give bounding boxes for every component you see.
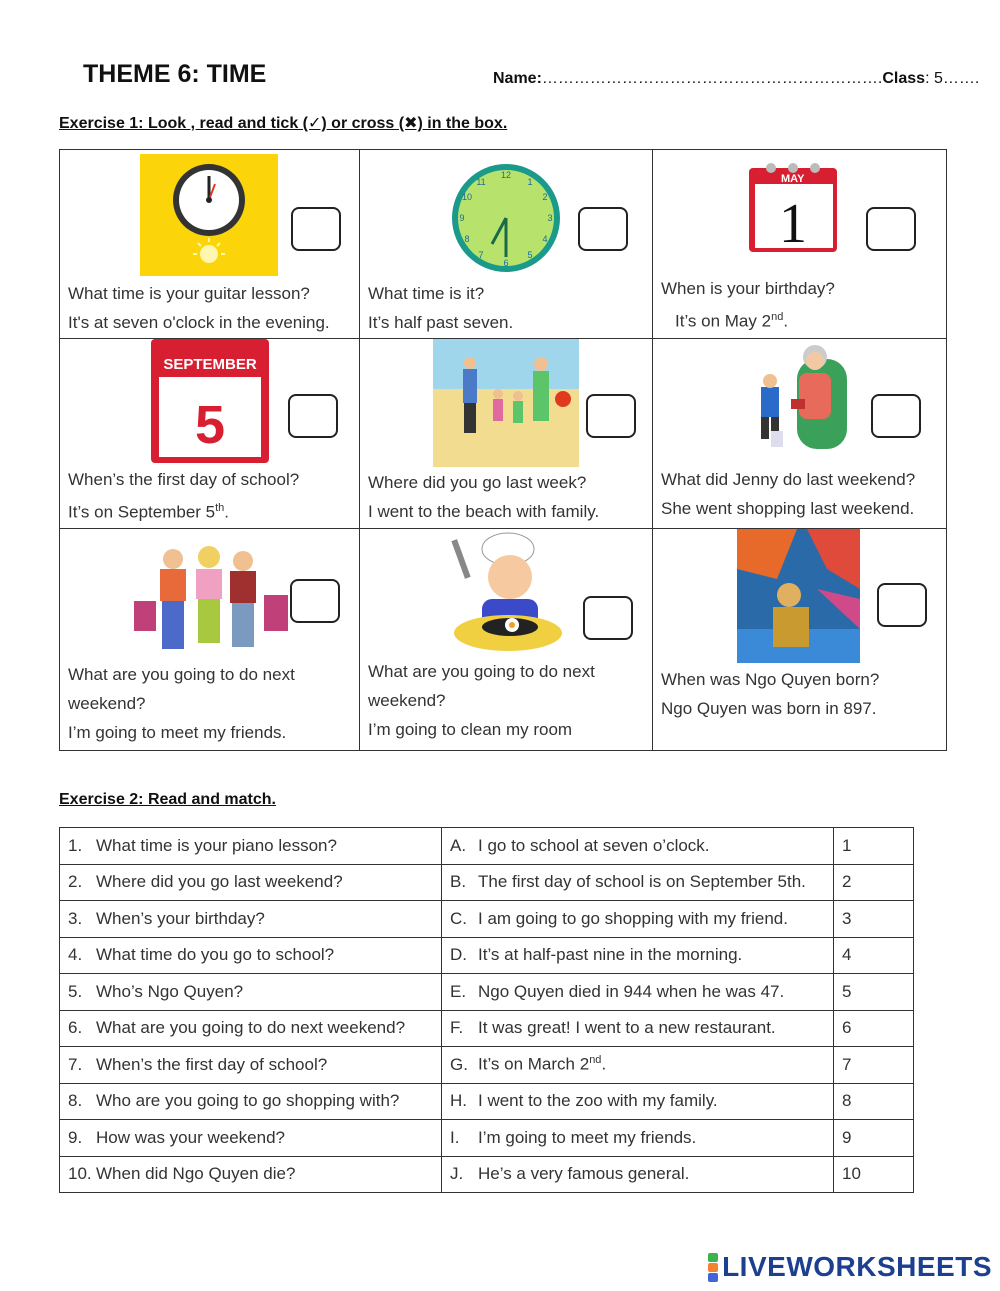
svg-text:3: 3 <box>547 213 553 223</box>
question-number: 8. <box>68 1091 83 1111</box>
match-number: 6 <box>842 1018 852 1038</box>
question-cell <box>60 1047 442 1084</box>
svg-text:9: 9 <box>459 213 465 223</box>
tick-box-2[interactable] <box>578 207 628 251</box>
answer-text: I’m going to meet my friends. <box>478 1127 697 1147</box>
question: When is your birthday? <box>661 279 835 298</box>
question-line1: What are you going to do next <box>68 665 295 684</box>
tick-box-3[interactable] <box>866 207 916 251</box>
exercise1-cell-1 <box>60 150 360 339</box>
match-number: 3 <box>842 908 852 928</box>
exercise1-cell-4 <box>60 339 360 529</box>
match-row <box>60 937 914 974</box>
answer <box>68 494 299 527</box>
answer-cell <box>442 1010 834 1047</box>
match-input-cell[interactable] <box>834 1156 914 1193</box>
tick-box-6[interactable] <box>871 394 921 438</box>
tick-box-4[interactable] <box>288 394 338 438</box>
answer-letter: G. <box>450 1055 468 1075</box>
question-cell <box>60 1083 442 1120</box>
svg-text:7: 7 <box>478 250 484 260</box>
cell-text <box>661 665 879 723</box>
match-number: 5 <box>842 981 852 1001</box>
answer-tail: . <box>224 502 230 522</box>
question-text: Who are you going to go shopping with? <box>96 1091 400 1111</box>
calendar-day: 5 <box>194 395 226 455</box>
match-row <box>60 828 914 865</box>
match-row <box>60 1010 914 1047</box>
question-number: 7. <box>68 1054 83 1074</box>
superscript: nd <box>589 1054 602 1067</box>
question-text: When’s the first day of school? <box>96 1054 328 1074</box>
calendar-may-icon <box>741 160 845 258</box>
match-input-cell[interactable] <box>834 1010 914 1047</box>
superscript: th <box>215 502 225 514</box>
svg-text:1: 1 <box>527 177 533 187</box>
question-text: Who’s Ngo Quyen? <box>96 981 244 1001</box>
cell-text <box>368 279 513 337</box>
question-cell <box>60 864 442 901</box>
question-text: What time do you go to school? <box>96 945 335 965</box>
girl-cooking-image <box>448 529 564 657</box>
name-field[interactable]: ………………………………………………………. <box>541 70 883 87</box>
question-text: What are you going to do next weekend? <box>96 1018 406 1038</box>
match-row <box>60 901 914 938</box>
exercise1-cell-6 <box>653 339 947 529</box>
name-label: Name: <box>493 70 542 87</box>
question-text: When’s your birthday? <box>96 908 265 928</box>
match-input-cell[interactable] <box>834 901 914 938</box>
question-line2: weekend? <box>368 691 446 710</box>
question: Where did you go last week? <box>368 473 587 492</box>
question: When was Ngo Quyen born? <box>661 670 880 689</box>
answer-text: I go to school at seven o’clock. <box>478 835 710 855</box>
question-text: What time is your piano lesson? <box>96 835 337 855</box>
calendar-month: MAY <box>781 173 805 185</box>
exercise1-cell-2 <box>360 150 653 339</box>
match-row <box>60 864 914 901</box>
match-number: 10 <box>842 1164 861 1184</box>
tick-box-5[interactable] <box>586 394 636 438</box>
answer: She went shopping last weekend. <box>661 499 915 518</box>
answer-letter: I. <box>450 1127 460 1147</box>
answer-letter: F. <box>450 1018 464 1038</box>
answer-cell <box>442 1047 834 1084</box>
question: What did Jenny do last weekend? <box>661 470 916 489</box>
answer-text: It’s on May 2 <box>675 311 772 331</box>
answer-cell <box>442 828 834 865</box>
question: When’s the first day of school? <box>68 470 300 489</box>
tick-box-7[interactable] <box>290 579 340 623</box>
svg-text:12: 12 <box>500 170 512 180</box>
answer: I went to the beach with family. <box>368 502 600 521</box>
svg-text:5: 5 <box>527 250 533 260</box>
match-input-cell[interactable] <box>834 937 914 974</box>
svg-text:10: 10 <box>461 192 473 202</box>
cell-text <box>68 279 330 337</box>
answer-text: I am going to go shopping with my friend. <box>478 908 788 928</box>
question-number: 4. <box>68 945 83 965</box>
match-row <box>60 1047 914 1084</box>
question-text: When did Ngo Quyen die? <box>96 1164 296 1184</box>
answer-letter: H. <box>450 1091 467 1111</box>
match-input-cell[interactable] <box>834 828 914 865</box>
question-line2: weekend? <box>68 694 146 713</box>
question-number: 10. <box>68 1164 92 1184</box>
answer-letter: D. <box>450 945 467 965</box>
question-number: 3. <box>68 908 83 928</box>
class-label: Class <box>882 70 926 87</box>
question-line1: What are you going to do next <box>368 662 595 681</box>
calendar-day: 1 <box>779 193 807 255</box>
match-number: 1 <box>842 835 852 855</box>
class-field[interactable]: : 5……. <box>925 70 980 87</box>
answer: It's at seven o'clock in the evening. <box>68 313 330 332</box>
question-cell <box>60 1010 442 1047</box>
question-cell <box>60 937 442 974</box>
match-input-cell[interactable] <box>834 864 914 901</box>
ngo-quyen-battle-image <box>737 529 860 663</box>
answer-text: It’s on September 5 <box>68 502 216 522</box>
answer-cell <box>442 864 834 901</box>
beach-family-image <box>433 339 579 467</box>
name-class-line <box>493 70 979 88</box>
exercise2-match-table <box>59 827 914 1193</box>
question-cell <box>60 1156 442 1193</box>
question-cell <box>60 901 442 938</box>
question-text: How was your weekend? <box>96 1127 285 1147</box>
exercise1-title: Exercise 1: Look , read and tick (✓) or cross (✖) in the box. <box>59 115 508 132</box>
answer: I’m going to clean my room <box>368 720 573 739</box>
cell-text <box>68 465 299 527</box>
exercise2-title: Exercise 2: Read and match. <box>59 791 276 808</box>
answer-text: I went to the zoo with my family. <box>478 1091 718 1111</box>
match-row <box>60 1083 914 1120</box>
answer-cell <box>442 937 834 974</box>
answer: I’m going to meet my friends. <box>68 723 287 742</box>
match-input-cell[interactable] <box>834 1083 914 1120</box>
answer-text: The first day of school is on September 5th. <box>478 872 806 892</box>
svg-text:6: 6 <box>503 258 509 268</box>
answer-cell <box>442 1156 834 1193</box>
question-number: 1. <box>68 835 83 855</box>
match-row <box>60 974 914 1011</box>
question-cell <box>60 1120 442 1157</box>
match-number: 9 <box>842 1127 852 1147</box>
exercise1-cell-9 <box>653 529 947 751</box>
svg-text:11: 11 <box>476 177 486 187</box>
answer-letter: E. <box>450 981 467 1001</box>
match-input-cell[interactable] <box>834 1120 914 1157</box>
match-row <box>60 1120 914 1157</box>
answer: It’s half past seven. <box>368 313 514 332</box>
cell-text <box>368 468 599 526</box>
clock-sun-icon <box>140 154 278 276</box>
question: What time is your guitar lesson? <box>68 284 310 303</box>
question-number: 5. <box>68 981 83 1001</box>
answer-letter: B. <box>450 872 467 892</box>
cell-text <box>661 274 835 336</box>
question-cell <box>60 974 442 1011</box>
svg-text:2: 2 <box>542 192 548 202</box>
exercise1-cell-8 <box>360 529 653 751</box>
friends-image <box>130 529 290 659</box>
exercise1-cell-3 <box>653 150 947 339</box>
logo-text: LIVEWORKSHEETS <box>722 1251 992 1282</box>
answer-letter: A. <box>450 835 467 855</box>
page-title: THEME 6: TIME <box>83 60 267 88</box>
question-number: 9. <box>68 1127 83 1147</box>
exercise1-cell-7 <box>60 529 360 751</box>
cell-text <box>368 657 595 744</box>
match-number: 4 <box>842 945 852 965</box>
answer-text: It’s at half-past nine in the morning. <box>478 945 743 965</box>
match-number: 7 <box>842 1054 852 1074</box>
match-number: 2 <box>842 872 852 892</box>
match-input-cell[interactable] <box>834 974 914 1011</box>
match-number: 8 <box>842 1091 852 1111</box>
answer-text: It’s on March 2 <box>478 1055 590 1075</box>
answer <box>661 303 835 336</box>
question-number: 6. <box>68 1018 83 1038</box>
question-cell <box>60 828 442 865</box>
cell-text <box>661 465 915 523</box>
liveworksheets-logo <box>708 1251 992 1283</box>
answer-tail: . <box>783 311 789 331</box>
tick-box-8[interactable] <box>583 596 633 640</box>
green-clock-icon <box>450 162 562 274</box>
answer-text: It was great! I went to a new restaurant. <box>478 1018 776 1038</box>
calendar-month: SEPTEMBER <box>163 356 257 373</box>
answer-cell <box>442 901 834 938</box>
answer-letter: C. <box>450 908 467 928</box>
answer-cell <box>442 974 834 1011</box>
tick-box-9[interactable] <box>877 583 927 627</box>
exercise1-cell-5 <box>360 339 653 529</box>
answer-tail: . <box>601 1055 607 1075</box>
answer-text: Ngo Quyen died in 944 when he was 47. <box>478 981 785 1001</box>
exercise1-grid <box>59 149 947 751</box>
superscript: nd <box>771 311 784 323</box>
grandma-child-image <box>741 339 853 463</box>
answer-letter: J. <box>450 1164 464 1184</box>
match-row <box>60 1156 914 1193</box>
answer-cell <box>442 1083 834 1120</box>
question-number: 2. <box>68 872 83 892</box>
svg-text:4: 4 <box>542 234 548 244</box>
question-text: Where did you go last weekend? <box>96 872 343 892</box>
answer-cell <box>442 1120 834 1157</box>
answer: Ngo Quyen was born in 897. <box>661 699 877 718</box>
cell-text <box>68 660 295 747</box>
question: What time is it? <box>368 284 485 303</box>
match-input-cell[interactable] <box>834 1047 914 1084</box>
calendar-september-icon <box>151 339 269 463</box>
tick-box-1[interactable] <box>291 207 341 251</box>
answer-text: He’s a very famous general. <box>478 1164 690 1184</box>
logo-blocks-icon <box>708 1253 718 1282</box>
svg-text:8: 8 <box>464 234 470 244</box>
